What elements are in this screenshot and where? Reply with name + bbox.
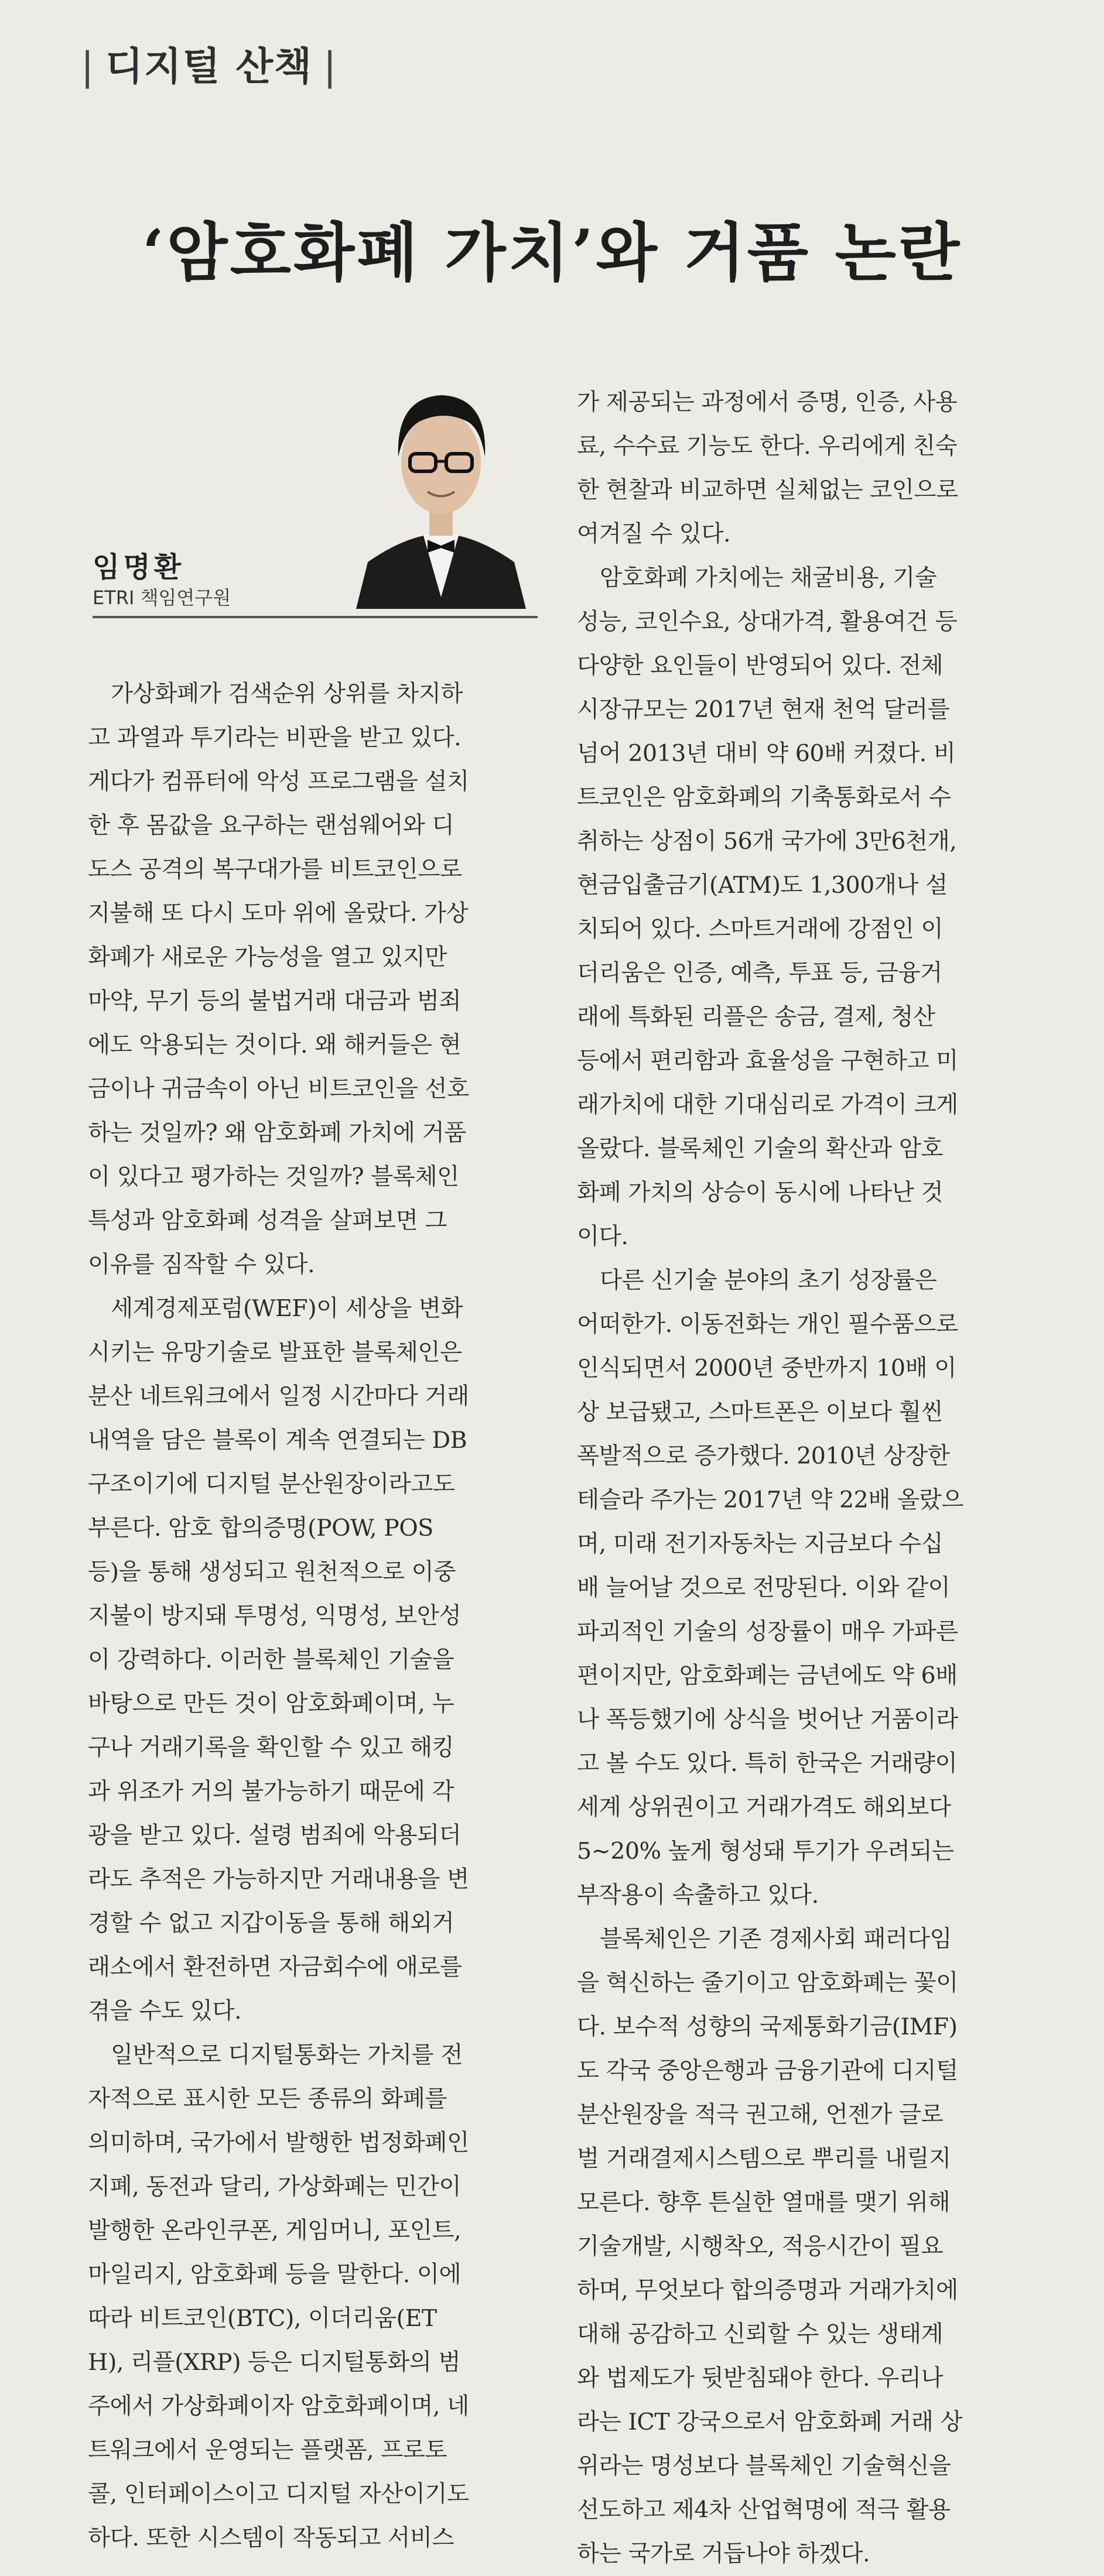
paragraph: 세계경제포럼(WEF)이 세상을 변화 시키는 유망기술로 발표한 블록체인은 분산 네트워크에서 일정 시간마다 거래 내역을 담은 블록이 계속 연결되는 DB 구조이기에 디지털 분산원장이라고도 부른다. 암호 합의증명(POW, POS 등)을 통해 생성되고 원천적으로 이중 지불이 방지돼 투명성, 익명성, 보안성 이 강력하다. 이러한 블록체인 기술을 바탕으로 만든 것이 암호화폐이며, 누 구나 거래기록을 확인할 수 있고 해킹 과 위조가 거의 불가능하기 때문에 각 광을 받고 있다. 설령 범죄에 악용되더 라도 추적은 가능하지만 거래내용을 변 경할 수 없고 지갑이동을 통해 해외거 래소에서 환전하면 자금회수에 애로를 겪을 수도 있다. [88, 1295, 469, 2025]
section-label: 디지털 산책 [105, 44, 313, 89]
paragraph: 가 제공되는 과정에서 증명, 인증, 사용 료, 수수료 기능도 한다. 우리에게 친숙 한 현찰과 비교하면 실체없는 코인으로 여겨질 수 있다. [577, 389, 958, 547]
byline-divider [93, 616, 538, 618]
author-name: 임명환 [93, 551, 185, 584]
paragraph: 다른 신기술 분야의 초기 성장률은 어떠한가. 이동전화는 개인 필수품으로 인식되면서 2000년 중반까지 10배 이 상 보급됐고, 스마트폰은 이보다 훨씬 폭발적으로 증가했다. 2010년 상장한 테슬라 주가는 2017년 약 22배 올랐으 며, 미래 전기자동차는 지금보다 수십 배 늘어날 것으로 전망된다. 이와 같이 파괴적인 기술의 성장률이 매우 가파른 편이지만, 암호화폐는 금년에도 약 6배 나 폭등했기에 상식을 벗어난 거품이라 고 볼 수도 있다. 특히 한국은 거래량이 세계 상위권이고 거래가격도 해외보다 5~20% 높게 형성돼 투기가 우려되는 부작용이 속출하고 있다. [577, 1267, 963, 1909]
article-column-left [88, 672, 545, 2560]
paragraph: 일반적으로 디지털통화는 가치를 전 자적으로 표시한 모든 종류의 화폐를 의미하며, 국가에서 발행한 법정화폐인 지폐, 동전과 달리, 가상화폐는 민간이 발행한 온라인쿠폰, 게임머니, 포인트, 마일리지, 암호화폐 등을 말한다. 이에 따라 비트코인(BTC), 이더리움(ET H), 리플(XRP) 등은 디지털통화의 범 주에서 가상화폐이자 암호화폐이며, 네 트워크에서 운영되는 플랫폼, 프로토 콜, 인터페이스이고 디지털 자산이기도 하다. 또한 시스템이 작동되고 서비스 [88, 2041, 469, 2551]
article-title: ‘암호화폐 가치’와 거품 논란 [142, 216, 962, 290]
header-divider-right: | [323, 44, 338, 89]
paragraph: 암호화폐 가치에는 채굴비용, 기술 성능, 코인수요, 상대가격, 활용여건 등 다양한 요인들이 반영되어 있다. 전체 시장규모는 2017년 현재 천억 달러를 넘어 2013년 대비 약 60배 커졌다. 비 트코인은 암호화폐의 기축통화로서 수 취하는 상점이 56개 국가에 3만6천개, 현금입출금기(ATM)도 1,300개나 설 치되어 있다. 스마트거래에 강점인 이 더리움은 인증, 예측, 투표 등, 금융거 래에 특화된 리플은 송금, 결제, 청산 등에서 편리함과 효율성을 구현하고 미 래가치에 대한 기대심리로 가격이 크게 올랐다. 블록체인 기술의 확산과 암호 화폐 가치의 상승이 동시에 나타난 것 이다. [577, 564, 958, 1250]
paragraph: 블록체인은 기존 경제사회 패러다임 을 혁신하는 줄기이고 암호화폐는 꽃이 다. 보수적 성향의 국제통화기금(IMF) 도 각국 중앙은행과 금융기관에 디지털 분산원장을 적극 권고해, 언젠가 글로 벌 거래결제시스템으로 뿌리를 내릴지 모른다. 향후 튼실한 열매를 맺기 위해 기술개발, 시행착오, 적응시간이 필요 하며, 무엇보다 합의증명과 거래가치에 대해 공감하고 신뢰할 수 있는 생태계 와 법제도가 뒷받침돼야 한다. 우리나 라는 ICT 강국으로서 암호화폐 거래 상 위라는 명성보다 블록체인 기술혁신을 선도하고 제4차 산업혁명에 적극 활용 하는 국가로 거듭나야 하겠다. [577, 1926, 963, 2567]
author-role: ETRI 책임연구원 [93, 587, 231, 609]
header-divider-left: | [81, 44, 95, 89]
author-photo [350, 375, 532, 609]
byline [93, 375, 538, 609]
paragraph: 가상화폐가 검색순위 상위를 차지하 고 과열과 투기라는 비판을 받고 있다. 게다가 컴퓨터에 악성 프로그램을 설치 한 후 몸값을 요구하는 랜섬웨어와 디 도스 공격의 복구대가를 비트코인으로 지불해 또 다시 도마 위에 올랐다. 가상 화폐가 새로운 가능성을 열고 있지만 마약, 무기 등의 불법거래 대금과 범죄 에도 악용되는 것이다. 왜 해커들은 현 금이나 귀금속이 아닌 비트코인을 선호 하는 것일까? 왜 암호화폐 가치에 거품 이 있다고 평가하는 것일까? 블록체인 특성과 암호화폐 성격을 살펴보면 그 이유를 짐작할 수 있다. [88, 680, 469, 1278]
section-header [70, 35, 348, 91]
article-column-right [577, 381, 1034, 2576]
